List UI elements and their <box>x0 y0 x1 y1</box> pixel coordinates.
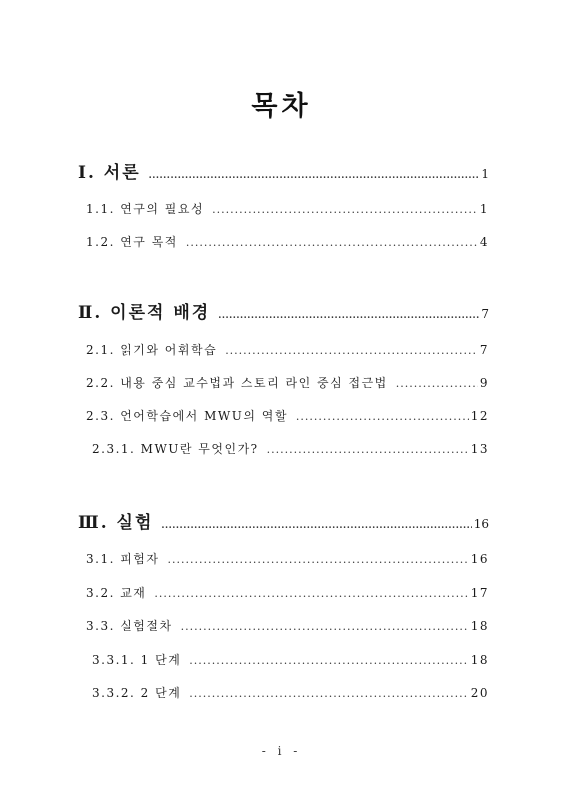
toc-section-2-3 <box>86 407 489 424</box>
toc-section-1-1 <box>86 200 489 217</box>
toc-leader-dots <box>225 344 478 357</box>
toc-chapter-1 <box>78 158 489 183</box>
toc-leader-dots <box>218 311 479 321</box>
toc-leader-dots <box>267 443 469 456</box>
toc-entry-label: 2.1. 읽기와 어휘학습 <box>86 343 218 357</box>
toc-chapter-2 <box>78 298 489 323</box>
toc-subsection-3-3-2 <box>92 684 489 701</box>
toc-subsection-3-3-1 <box>92 651 489 668</box>
toc-page-number: 7 <box>479 343 489 357</box>
toc-entry-label: 2.3.1. MWU란 무엇인가? <box>92 442 259 456</box>
toc-entry-label: 1.2. 연구 목적 <box>86 235 178 249</box>
page-title: 목차 <box>251 91 312 122</box>
toc-entry-label: 3.1. 피험자 <box>86 552 160 566</box>
toc-page-number: 1 <box>481 167 489 181</box>
toc-leader-dots <box>186 236 478 249</box>
toc-leader-dots <box>296 410 469 423</box>
toc-entry-label: Ⅱ. 이론적 배경 <box>78 303 211 323</box>
toc-leader-dots <box>212 203 478 216</box>
toc-page-number: 16 <box>473 517 489 531</box>
toc-chapter-3 <box>78 508 489 533</box>
toc-leader-dots <box>154 587 468 600</box>
toc-page-number: 7 <box>481 307 489 321</box>
toc-page-number: 18 <box>470 619 489 633</box>
toc-section-3-1 <box>86 550 489 567</box>
toc-entry-label: 3.2. 교재 <box>86 586 147 600</box>
toc-leader-dots <box>396 377 478 390</box>
toc-section-3-3 <box>86 617 489 634</box>
toc-leader-dots <box>189 687 468 700</box>
toc-page-number: 18 <box>470 653 489 667</box>
toc-entry-label: 1.1. 연구의 필요성 <box>86 202 205 216</box>
toc-entry-label: 2.3. 언어학습에서 MWU의 역할 <box>86 409 288 423</box>
toc-leader-dots <box>149 171 480 181</box>
toc-leader-dots <box>168 553 469 566</box>
toc-entry-label: 3.3.2. 2 단계 <box>92 686 182 700</box>
toc-leader-dots <box>181 620 469 633</box>
toc-section-1-2 <box>86 233 489 250</box>
toc-entry-label: 3.3.1. 1 단계 <box>92 653 182 667</box>
toc-page-number: 20 <box>470 686 489 700</box>
toc-page-number: 1 <box>479 202 489 216</box>
toc-entry-label: 2.2. 내용 중심 교수법과 스토리 라인 중심 접근법 <box>86 376 388 390</box>
toc-page-number: 13 <box>470 442 489 456</box>
toc-page-number: 16 <box>470 552 489 566</box>
toc-entry-label: 3.3. 실험절차 <box>86 619 173 633</box>
toc-leader-dots <box>189 654 468 667</box>
toc-page-number: 4 <box>479 235 489 249</box>
toc-section-3-2 <box>86 584 489 601</box>
toc-leader-dots <box>161 521 471 531</box>
toc-page-number: 12 <box>470 409 489 423</box>
toc-page-number: 17 <box>470 586 489 600</box>
toc-page-number: 9 <box>479 376 489 390</box>
page-footer-number: - i - <box>261 744 302 758</box>
toc-entry-label: Ⅰ. 서론 <box>78 163 141 183</box>
toc-section-2-2 <box>86 374 489 391</box>
toc-subsection-2-3-1 <box>92 440 489 457</box>
toc-section-2-1 <box>86 341 489 358</box>
toc-entry-label: Ⅲ. 실험 <box>78 513 154 533</box>
